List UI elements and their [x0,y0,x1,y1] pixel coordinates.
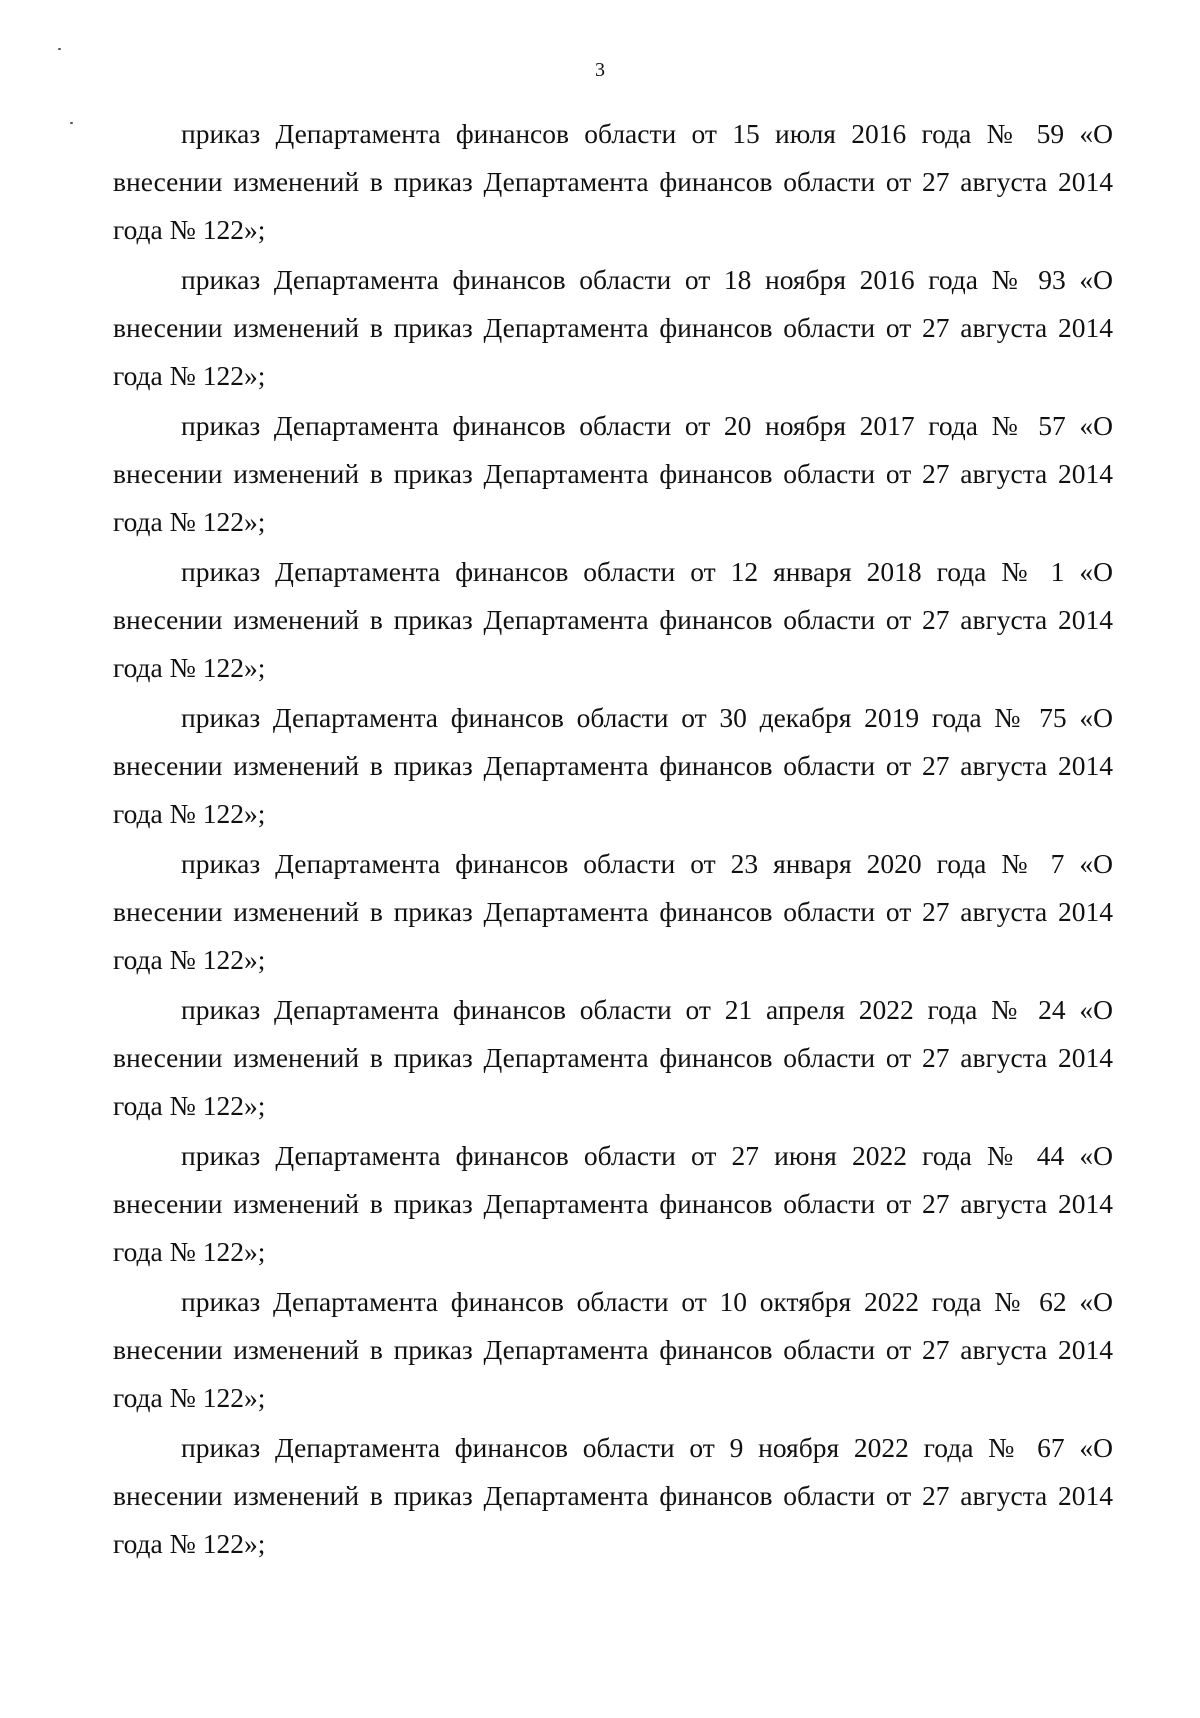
scan-speck [58,48,61,50]
list-item-order-2016-93: приказ Департамента финансов области от 18 ноября 2016 года № 93 «О внесении изменений в приказ Департамента финансов области от 27 августа 2014 года № 122»; [113,264,1113,391]
list-item-order-2022-67: приказ Департамента финансов области от 9 ноября 2022 года № 67 «О внесении изменений в приказ Департамента финансов области от 27 августа 2014 года № 122»; [113,1432,1113,1559]
document-body [113,110,1113,1570]
list-item-order-2022-62: приказ Департамента финансов области от 10 октября 2022 года № 62 «О внесении изменений в приказ Департамента финансов области от 27 августа 2014 года № 122»; [113,1286,1113,1413]
list-item-order-2022-24: приказ Департамента финансов области от 21 апреля 2022 года № 24 «О внесении изменений в приказ Департамента финансов области от 27 августа 2014 года № 122»; [113,994,1113,1121]
page-number: 3 [595,59,605,81]
list-item-order-2016-59: приказ Департамента финансов области от 15 июля 2016 года № 59 «О внесении изменений в приказ Департамента финансов области от 27 августа 2014 года № 122»; [113,118,1113,245]
list-item-order-2020-7: приказ Департамента финансов области от 23 января 2020 года № 7 «О внесении изменений в приказ Департамента финансов области от 27 августа 2014 года № 122»; [113,848,1113,975]
list-item-order-2019-75: приказ Департамента финансов области от 30 декабря 2019 года № 75 «О внесении изменений в приказ Департамента финансов области от 27 августа 2014 года № 122»; [113,702,1113,829]
list-item-order-2022-44: приказ Департамента финансов области от 27 июня 2022 года № 44 «О внесении изменений в приказ Департамента финансов области от 27 августа 2014 года № 122»; [113,1140,1113,1267]
list-item-order-2018-1: приказ Департамента финансов области от 12 января 2018 года № 1 «О внесении изменений в приказ Департамента финансов области от 27 августа 2014 года № 122»; [113,556,1113,683]
scan-speck [70,122,73,124]
list-item-order-2017-57: приказ Департамента финансов области от 20 ноября 2017 года № 57 «О внесении изменений в приказ Департамента финансов области от 27 августа 2014 года № 122»; [113,410,1113,537]
